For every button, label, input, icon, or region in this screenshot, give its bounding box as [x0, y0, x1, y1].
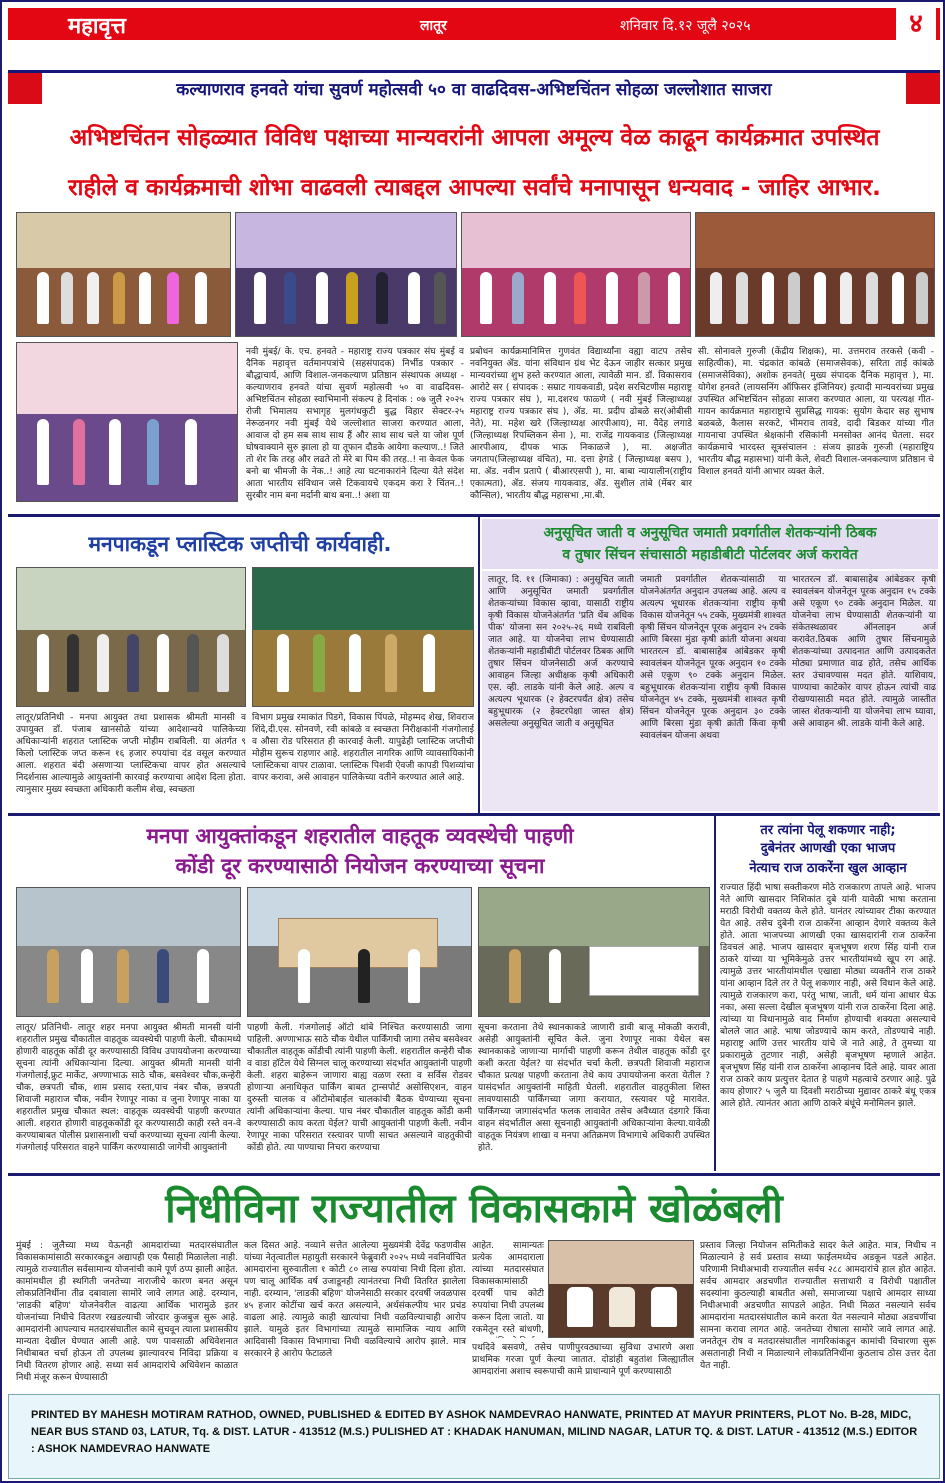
masthead-title: महावृत्त — [68, 13, 126, 39]
traffic-photo-2 — [247, 887, 472, 1017]
traffic-photo-1 — [16, 887, 241, 1017]
story-1-col-3: सी. सोनावले गुरुजी (केंद्रीय शिक्षक), मा. उत्तमराव तरकसे (कवी - साहित्यीक), मा. चंद्रकांत कांबळे (समाजसेवक), सरिता ताई कांबळे (समाजसेविका), अशोक हनवते( मुख्य संपादक दैनिक महावृत्त ), मा. योगेश हनवते (लायसनिंग ऑफिसर इंजिनियर) इत्यादी मान्यवरांच्या प्रमुख उपस्थित अभिष्टचिंतन सोहळा साजरा करण्यात आला, या परत्यक्ष गीत-गायन कार्यक्रमात महाराष्ट्राचे सुप्रसिद्ध गायक: सुयोग केदार सह सुभाष बळबळे, कैलास सरकटे, भीमराव तावडे, दादी बिडकर यांच्या गीत गायनाचा उपस्थित श्रेक्षकांनी रसिकांनी मनसोक्त आनंद घेतला. सदर कार्यक्रमाचे भारदस्त सूत्रसंचालन : संजय झाडके गुरुजी (महाराष्ट्रिय भारतीय बौद्ध महासभा) यांनी केले, शेवटी विशाल-जनकल्याण प्रतिष्ठान चे विशाल हनवते यांनी आभार व्यक्त केले. — [698, 347, 934, 477]
divider — [8, 514, 940, 517]
story-5-title-3: नेत्याच राज ठाकरेंना खुल आव्हान — [749, 861, 907, 876]
story-2-col-2: विभाग प्रमुख रमाकांत पिडगे, विकास पिंपळे, मोहम्मद शेख, शिवराज शिंदे,दी.एस. सोनवणे, रवी कांबळे व स्वच्छता निरीक्षकांनी गंजगोलाई व औसा रोड परिसरात ही कारवाई केली. यापुढेही प्लास्टिक जप्तीची मोहीम सुरूच राहणार आहे. शहरातील नागरिक आणि व्यावसायिकांनी प्लास्टिकचा वापर टाळावा. प्लास्टिक पिशवी ऐवजी कापडी पिशव्यांचा वापर करावा, असे आवाहन पालिकेच्या वतीने करण्यात आले आहे. — [252, 713, 474, 783]
story-2-col-1: लातूर/प्रतिनिधी - मनपा आयुक्त तथा प्रशासक श्रीमती मानसी व उपायुक्त डॉ. पंजाब खानसोळे यांच्या आदेशान्वये पालिकेच्या अधिकाऱ्यांनी शहरात प्लास्टिक जप्ती मोहीम राबविली. या अंतर्गत ९ किलो प्लास्टिक जप्त करून १६ हजार रुपयांचा दंड वसूल करण्यात आला. शहरात बंदी असणाऱ्या प्लास्टिकचा वापर होत असल्याचे निदर्शनास आल्यामुळे आयुक्तांनी कारवाई करण्याचा आदेश दिला होता. त्यानुसार मुख्य स्वच्छता अधिकारी कलीम शेख, स्वच्छता — [16, 713, 246, 795]
event-photo-2 — [235, 212, 457, 337]
headline-line-2: राहीले व कार्यक्रमाची शोभा वाढवली त्याबद्दल आपल्या सर्वांचे मनापासून धन्यवाद - जाहिर आभार. — [68, 175, 881, 201]
story-6-title: निधीविना राज्यातील विकासकामे खोळंबली — [165, 1186, 783, 1232]
banner-text: कल्याणराव हनवते यांचा सुवर्ण महोत्सवी ५० वा वाढदिवस-अभिष्टचिंतन सोहळा जल्लोशात साजरा — [176, 80, 772, 100]
story-4-title-2: कोंडी दूर करण्यासाठी नियोजन करण्याच्या सूचना — [175, 854, 545, 878]
page-number: ४ — [896, 8, 936, 40]
story-2-title: मनपाकडून प्लास्टिक जप्तीची कार्यवाही. — [88, 532, 392, 556]
imprint-text: PRINTED BY MAHESH MOTIRAM RATHOD, OWNED, PUBLISHED & EDITED BY ASHOK NAMDEVRAO HANWATE, PRINTED AT MAYUR PRINTERS, PLOT No. B-28, MIDC, NEAR BUS STAND 03, LATUR, Tq. & DIST. LATUR - 413512 (M.S.) PULISHED AT : KHADAK HANUMAN, MILIND NAGAR, LATUR TQ. & DIST. LATUR - 413512 (M.S.) EDITOR : ASHOK NAMDEVRAO HANWATE — [31, 1409, 918, 1455]
story-3-title-box — [482, 519, 938, 569]
headline-line-1: अभिष्टचिंतन सोहळ्यात विविध पक्षाच्या मान्यवरांनी आपला अमूल्य वेळ काढून कार्यक्रमात उपस्थित — [69, 125, 880, 151]
story-1-col-1: नवी मुंबई/ के. एच. हनवते - महाराष्ट्र राज्य पत्रकार संघ मुंबई व दैनिक महावृत्त वर्तमानपत्रांचे (सहसंपादक) निर्भीड पत्रकार - बौद्धाचार्य, आणि विशाल-जनकल्याण प्रतिष्ठान संस्थापक अध्यक्ष - कल्याणराव हनवते यांचा सुवर्ण महोत्सवी ५० वा वाढदिवस-अभिष्टचिंतन सोहळा स्वाभिमानी संकल्प हे दिनांक : ०७ जुलै २०२५ रोजी भिमालय सभागृह मुलगंधकुटी बुद्ध विहार सेक्टर-२५ नेरूळनगर नवी मुंबई येथे जल्लोशात साजरा करण्यात आला, आवाज दो हम सब साथ साथ हैं और साथ साथ चले या जोश पूर्ण घोषवाक्याने सुरु झाला हो या तूफान दौडके आयेगा कल्याण..! जिते तो शेर कि तरह और लढते तो मेरे बा पिम की तरह..! ना केवल फेक बनो बा भीमजी के नेक..! आहे त्या घटनाकारांने दिल्या येते संदेश आता भारतीय संविधान जसे टिकवायचे एकदम करा रे चिंतन..! सुरबीर नाम बना मर्दानी बाथ बना..! अशा या — [246, 347, 464, 501]
masthead — [8, 8, 940, 40]
story-3-title-2: व तुषार सिंचन संचासाठी महाडीबीटी पोर्टलवर अर्ज करावेत — [562, 547, 858, 563]
column-divider — [478, 517, 480, 813]
story-6-col-4: प्रस्ताव जिल्हा नियोजन समितीकडे सादर केले आहेत. मात्र, निधीच न मिळाल्याने हे सर्व प्रस्ताव सध्या फाईलमध्येच अडकून पडले आहेत. परिणामी निधीअभावी राज्यातील सर्वच २८८ आमदारांचे हाल होत आहेत. सर्वच आमदार अडचणीत राज्यातील सत्ताधारी व विरोधी पक्षातील सदस्यांना कुठल्याही बाबतीत असो, समाजाच्या पक्षाचे आमदार साध्या निधीअभावी अडचणीत सापडले आहेत. निधी मिळत नसल्याने सर्वच आमदारांना मतदारसंघातील कामे करता येत नसल्याने मोठ्या अडचणींचा सामना करावा लागत आहे. जनतेच्या रोषाला सामोरे जावे लागत आहे. जनतेतून रोष व मतदारसंघातील नागरिकांकडून कामांची विचारणा सुरू असतानाही निधी न मिळाल्याने लोकप्रतिनिधींना कुठलाच ठोस उत्तर देता येत नाही. — [700, 1241, 936, 1371]
divider — [8, 813, 940, 816]
event-photo-5 — [16, 342, 238, 502]
event-photo-3 — [461, 212, 691, 337]
story-6-col-3b: पथदिवे बसवणे, तसेच पाणीपुरवठ्याच्या सुविधा उभारणे अशा प्राथमिक गरजा पूर्ण केल्या जातात. दोडांही बहुतांश जिल्ह्यातील आमदारांना अशाच स्वरूपाची कामे प्राधान्याने पूर्ण करण्यासाठी — [472, 1343, 694, 1377]
story-4-col-1: लातूर/ प्रतिनिधी- लातूर शहर मनपा आयुक्त श्रीमती मानसी यांनी शहरातील प्रमुख चौकातील वाहतूक व्यवस्थेची पाहणी केली. चौकामध्ये होणारी वाहतूक कोंडी दूर करण्यासाठी विविध उपाययोजना करण्याच्या सूचना त्यांनी अधिकाऱ्यांना दिल्या. आयुक्त श्रीमती मानसी यांनी गंजगोलाई,फ्रुट मार्केट, अण्णाभाऊ साठे चौक, बसवेश्वर चौक,कन्हेरी चौक, छत्रपती चौक, शाम प्रसाद रस्ता,पाच नंबर चौक, छत्रपती शिवाजी महाराज चौक, नवीन रेणापूर नाका व जुना रेणापूर नाका या शहरातील प्रमुख चौकात स्थल: वाहतूक व्यवस्थेची पाहणी करण्यात आली. शहरात होणारी वाहतूककोंडी दूर करण्यासाठी काही रस्ते वन-वे करण्याबाबत पोलीस प्रशासनाशी चर्चा करण्याच्या सूचना त्यांनी केल्या. गंजगोलाई परिसरात वाहने पार्किंग करण्यासाठी जागेची आयुक्तांनी — [16, 1023, 241, 1153]
story-5-body: राज्यात हिंदी भाषा सक्तीकरण मोठे राजकारण तापले आहे. भाजप नेते आणि खासदार निशिकांत दुबे यांनी यावेळी भाषा करताना मराठी विरोधी वक्तव्य केले होते. यानंतर त्यांच्यावर टीका करण्यात येत आहे. तसेच दुबेनी राज ठाकरेंना आव्हान देणारे वक्तव्य केले होते. आता भाजपच्या आणखी एका खासदारांनी राज ठाकरेंना डिवचलं आहे. भाजप खासदार बृजभूषण शरण सिंह यांनी राज ठाकरे यांच्या या भूमिकेमुळे उत्तर भारतीयांमध्ये खूप रग आहे. त्यामुळे उत्तर भारतीयांमधील एखाद्या मोठ्या व्यक्तीने राज ठाकरे यांना आव्हान दिले तर ते पेलू शकणार नाही, असे विधान केले आहे. त्यामुळे राजकारण करा, परंतु भाषा, जाती, धर्म यांना आधार घेऊ नका, असा सल्ला देखील बृजभूषण यांनी राज ठाकरेंना दिला आहे. त्यांच्या या विधानामुळे वाद निर्माण होण्याची शक्यता असल्याचे बोलले जात आहे. भाषा जोडण्याचे काम करते, तोडण्याचे नाही. महाराष्ट्र आणि उत्तर भारतीय यांचे जे नाते आहे, ते तुमच्या या प्रकारामुळे तुटणार नाही, असेही बृजभूषण म्हणाले आहेत. बृजभूषण सिंह यांनी राज ठाकरेंना आव्हानच दिले आहे. यावर आता राज ठाकरे काय प्रत्युत्तर देतात हे पाहणे महत्वाचे ठरणार आहे. पुढे काय होणार? ५ जुलै या दिवशी मराठीच्या मुद्यावर ठाकरे बंधू एकत्र आले होते. त्यानंतर आता आणि ठाकरे बंधूंचे मनोमिलन झाले. — [720, 883, 936, 1109]
imprint-footer — [8, 1394, 940, 1479]
story-5-title-2: दुबेनंतर आणखी एका भाजप — [760, 841, 896, 856]
story-3-col-2: जमाती प्रवर्गातील शेतकऱ्यांसाठी या योजनेअंतर्गत अनुदान उपलब्ध आहे. अल्प व अत्यल्प भूधारक शेतकऱ्यांना राष्ट्रीय कृषी विकास योजनेतून ५५ टक्के, मुख्यमंत्री शाश्वत कृषी सिंचन योजनेतून पूरक अनुदान २५ टक्के आणि बिरसा मुंडा कृषी क्रांती योजना अथवा भारतरत्न डॉ. बाबासाहेब आंबेडकर कृषी स्वावलंबन योजनेतून पूरक अनुदान १० टक्के असे एकूण ९० टक्के अनुदान मिळेल. बहुभूधारक शेतकऱ्यांना राष्ट्रीय कृषी विकास योजनेतून ४५ टक्के, मुख्यमंत्री शाश्वत कृषी सिंचन योजनेतून पूरक अनुदान ३० टक्के आणि बिरसा मुंडा कृषी क्रांती किंवा कृषी स्वावलंबन योजना अथवा — [640, 575, 786, 741]
story-6-col-3a: आहेत. सामान्यतः प्रत्येक आमदाराला त्यांच्या मतदारसंघात विकासकामांसाठी दरवर्षी पाच कोटी रुपयांचा निधी उपलब्ध करून दिला जातो. या रकमेतून रस्ते बांधणी, — [472, 1241, 544, 1335]
story-3-col-1: लातूर, दि. ११ (जिमाका) : अनुसूचित जाती आणि अनुसूचित जमाती प्रवर्गातील शेतकऱ्यांच्या विकास व्हावा, यासाठी राष्ट्रीय कृषी विकास योजनेअंतर्गत 'प्रति थेंब अधिक पीक' योजना सन २०२५-२६ मध्ये राबविली जात आहे. या योजनेचा लाभ घेण्यासाठी शेतकऱ्यांनी महाडीबीटी पोर्टलवर ठिबक आणि तुषार सिंचन योजनेसाठी अर्ज करण्याचे आवाहन जिल्हा अधीक्षक कृषी अधिकारी एस. व्ही. लाडके यांनी केले आहे. अल्प व अत्यल्प भूधारक (२ हेक्टरपर्यंत क्षेत्र) तसेच बहुभूधारक (२ हेक्टरपेक्षा जास्त क्षेत्र) असलेल्या अनुसूचित जाती व अनुसूचित — [488, 575, 634, 729]
story-4-col-2: पाहणी केली. गंजगोलाई ऑटो थांबे निश्चित करण्यासाठी जागा पाहिली. अण्णाभाऊ साठे चौक येथील पार्किंगची जागा तसेच बसवेश्वर चौकातील वाहतूक कोंडीची त्यांनी पाहणी केली. शहरातील कन्हेरी चौक व वाडा हॉटेल येथे सिग्नल चालू करण्याच्या संदर्भात आयुक्तांनी पाहणी केली. शहरा बाहेरून जाणारा बाह्य वळण रस्ता व सर्विस रोडवर होणाऱ्या अनाधिकृत पार्किंग बाबत ट्रान्सपोर्ट असोसिएशन, वाहन दुरुस्ती चालक व ऑटोमोबाईल चालकांची बैठक घेण्याच्या सूचना त्यांनी अधिकाऱ्यांना केल्या. पाच नंबर चौकातील वाहतूक कोंडी कमी करण्यासाठी काय करता येईल? याची आयुक्तांनी पाहणी केली. नवीन रेणापूर नाका परिसरात रस्त्यावर पाणी साचत असल्याने वाहतुकीची कोंडी होते. त्या पाण्याचा निचरा करण्याचा — [247, 1023, 472, 1153]
masthead-city: लातूर — [420, 18, 447, 34]
story-6-col-2: कल दिसत आहे. नव्याने सत्तेत आलेल्या मुख्यमंत्री देवेंद्र फडणवीस यांच्या नेतृत्वातील महायुती सरकारने फेब्रुवारी २०२५ मध्ये नवनिर्वाचित आमदारांना सुरुवातीला १ कोटी ८० लाख रुपयांचा निधी दिला होता. पण चालू आर्थिक वर्ष उजाडूनही त्यानंतरचा निधी वितरित झालेला नाही. दरम्यान, 'लाडकी बहिण' योजनेसाठी सरकार दरवर्षी जवळपास ४५ हजार कोटींचा खर्च करत असल्याने, अर्थसंकल्पीय भार प्रचंड वाढला आहे. त्यामुळे काही खात्यांचा निधी वळविल्याचाही आरोप झाले. यामुळे इतर विभागांच्या त्यामुळे सामाजिक न्याय आणि आदिवासी विकास विभागाचा निधी वळविल्याचे आरोप झाले. मात्र सरकारने हे आरोप फेटाळले — [244, 1241, 466, 1359]
event-photo-1 — [16, 212, 231, 337]
story-5-title-1: तर त्यांना पेलू शकणार नाही; — [760, 823, 896, 838]
divider — [8, 1173, 940, 1176]
story-4-title-1: मनपा आयुक्तांकडून शहरातील वाहतूक व्यवस्थेची पाहणी — [146, 824, 574, 848]
event-photo-4 — [695, 212, 935, 337]
politicians-photo — [548, 1240, 694, 1338]
story-6-col-1: मुंबई : जुलैच्या मध्य येऊनही आमदारांच्या मतदारसंघातील विकासकामांसाठी सरकारकडून अद्यापही एक पैसाही मिळालेला नाही. त्यामुळे राज्यातील सर्वसामान्य योजनांची कामे पूर्ण ठप्प झाली आहेत. कामांमधील ही स्थगिती जनतेच्या नाराजीचे कारण बनत असून लोकप्रतिनिधींना तीव्र दबावाला सामोरे जावे लागत आहे. दरम्यान, 'लाडकी बहिण' योजनेवरील वाढत्या आर्थिक भारामुळे इतर योजनांच्या निधीचे वितरण रखडल्याची जोरदार कुजबुज सुरू आहे. आमदारांनी आपल्याच मतदारसंघातील कामे सुचवून त्याला प्रशासकीय मान्यता देखील घेण्यात आली आहे. पण पावसाळी अधिवेशनात निधीबाबत चर्चा होऊन तो उपलब्ध झाल्यावरच निविदा प्रक्रिया व निधी वितरण होणार आहे. सध्या सर्व आमदारांचे अधिवेशन काळात निधी मंजूर करून घेण्यासाठी — [16, 1241, 238, 1383]
story-3-title-1: अनुसूचित जाती व अनुसूचित जमाती प्रवर्गातील शेतकऱ्यांनी ठिबक — [543, 525, 877, 541]
column-divider — [714, 816, 716, 1171]
story-1-col-2: प्रबोधन कार्यक्रमानिमित्त गुणवंत विद्यार्थ्यांना वह्या वाटप तसेच नवनियुक्त ॲड. यांना संविधान ग्रंथ भेट देऊन जाहीर सत्कार प्रमुख मान्यवरांच्या शुभ हस्ते करण्यात आला, त्यावेळी मान. डॉ. विकासराव आरोटे सर ( संपादक : सम्राट गायकवाडी, प्रदेश सरचिटणीस महाराष्ट्र राज्य पत्रकार संघ ), मा.दशरथ फाळ्णे ( नवी मुंबई जिल्हाध्यक्ष महाराष्ट्र राज्य पत्रकार संघ ), ॲड. मा. प्रदीप ढोबळे सर(ओबीसी नेते), मा. महेश खरे (जिल्हाध्यक्ष आरपीआय), मा. वैदेह लगाडे (जिल्हाध्यक्ष रिपब्लिकन सेना ), मा. राजेंद्र गायकवाड (जिल्हाध्यक्ष आरपीआय, दीपक भाऊ निकाळजे ), मा. अक्षजीत जगताप(जिल्हाध्यक्ष वंचित), मा. दत्ता हेगडे ( जिल्हाध्यक्ष बसप ), मा. ॲड. नवीन प्रतापे ( बीआरएसपी ), मा. बाबा न्यायालीन(राष्ट्रीय एकात्मता), ॲड. संजय गायकवाड, ॲड. सुशील तांबे (मेंबर बार कौन्सिल), भारतीय बौद्ध महासभा ,मा.बी. — [470, 347, 692, 501]
traffic-photo-3 — [478, 887, 710, 1017]
story-4-col-3: सूचना करताना तेथे स्थानकाकडे जाणारी डावी बाजू मोकळी करावी, असेही आयुक्तांनी सूचित केले. जुना रेणापूर नाका येथेल बस स्थानकाकडे जाणाऱ्या मार्गाची पाहणी करून तेथील वाहतूक कोंडी दूर कशी करता येईल? या संदर्भात चर्चा केली. छत्रपती शिवाजी महाराज चौकात प्रत्यक्ष पाहणी करताना तेथे काय उपाययोजना करता येतील ? यासंदर्भात आयुक्तांनी माहिती घेतली. शहरातील वाहतुकीला शिस्त लावण्यासाठी पार्किंगच्या जागा करायात, रस्त्यावर पट्टे मारावेत. पार्किंगच्या जागासंदर्भात फलक लावावेत तसेच अवैध्यात दंडगारे किंवा वाहन संदर्भातील असा सूचनाही आयुक्तांनी अधिकाऱ्यांना केल्या.यावेळी वाहतूक नियंत्रण शाखा व मनपा अतिक्रमण विभागाचे अधिकारी उपस्थित होते. — [478, 1023, 710, 1153]
story-3-col-3: भारतरत्न डॉ. बाबासाहेब आंबेडकर कृषी स्वावलंबन योजनेतून पूरक अनुदान १५ टक्के असे एकूण ९० टक्के अनुदान मिळेल. या योजनेचा लाभ घेण्यासाठी शेतकऱ्यांनी या संकेतस्थळावर ऑनलाइन अर्ज करावेत.ठिबक आणि तुषार सिंचनामुळे शेतकऱ्यांच्या उत्पादनात आणि उत्पादकतेत मोठ्या प्रमाणात वाढ होते, तसेच आर्थिक स्तर उंचावण्यास मदत होते. याशिवाय, पाण्याचा काटेकोर वापर होऊन त्यांची वाढ रोखण्यासाठी मदत होते. त्यामुळे जास्तीत जास्त शेतकऱ्यांनी या योजनेचा लाभ घ्यावा, असे आवाहन श्री. लाडके यांनी केले आहे. — [792, 575, 936, 729]
event-banner — [8, 70, 940, 104]
plastic-photo-1 — [16, 567, 246, 707]
plastic-photo-2 — [252, 567, 474, 707]
masthead-date: शनिवार दि.१२ जूलै २०२५ — [620, 18, 751, 34]
